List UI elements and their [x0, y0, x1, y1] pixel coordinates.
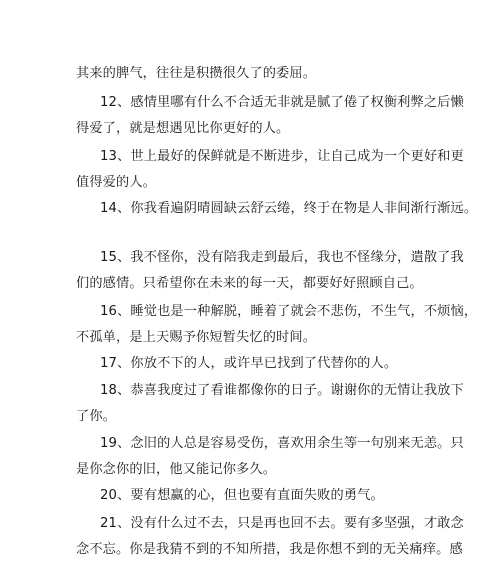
text-line-17: 21、没有什么过不去，只是再也回不去。要有多坚强，才敢念	[100, 516, 464, 531]
text-line-3: 得爱了，就是想遇见比你更好的人。	[76, 121, 290, 136]
text-line-9: 16、睡觉也是一种解脱，睡着了就会不悲伤，不生气，不烦恼，	[100, 304, 478, 319]
text-line-14: 19、念旧的人总是容易受伤，喜欢用余生等一句别来无恙。只	[100, 436, 464, 451]
text-line-11: 17、你放不下的人，或许早已找到了代替你的人。	[100, 356, 398, 371]
text-line-6: 14、你我看遍阴晴圆缺云舒云绻，终于在物是人非间渐行渐远。	[100, 201, 478, 216]
text-line-4: 13、世上最好的保鲜就是不断进步，让自己成为一个更好和更	[100, 149, 464, 164]
text-line-5: 值得爱的人。	[76, 175, 157, 190]
text-line-2: 12、感情里哪有什么不合适无非就是腻了倦了权衡利弊之后懒	[100, 95, 464, 110]
text-line-16: 20、要有想赢的心，但也要有直面失败的勇气。	[100, 488, 384, 503]
text-line-10: 不孤单，是上天赐予你短暂失忆的时间。	[76, 330, 317, 345]
text-line-12: 18、恭喜我度过了看谁都像你的日子。谢谢你的无情让我放下	[100, 383, 464, 398]
text-line-8: 们的感情。只希望你在未来的每一天，都要好好照顾自己。	[76, 276, 423, 291]
text-line-13: 了你。	[76, 409, 117, 424]
text-line-7: 15、我不怪你，没有陪我走到最后，我也不怪缘分，遣散了我	[100, 250, 464, 265]
text-line-15: 是你念你的旧，他又能记你多久。	[76, 462, 277, 477]
text-line-1: 其来的脾气，往往是积攒很久了的委屈。	[76, 66, 317, 81]
text-line-18: 念不忘。你是我猜不到的不知所措，我是你想不到的无关痛痒。感	[76, 542, 463, 557]
